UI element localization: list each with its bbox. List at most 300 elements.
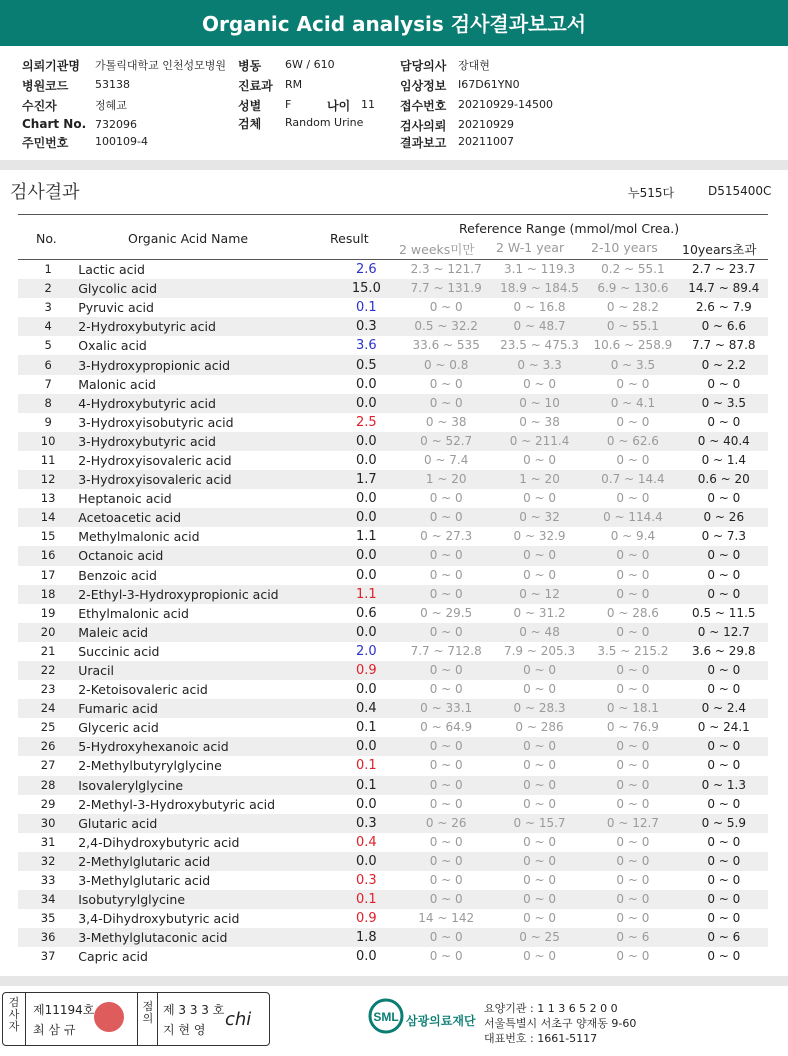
receipt-value: 20210929-14500 (458, 98, 553, 111)
row-no: 28 (18, 776, 78, 795)
row-range-2w-1y: 0 ~ 0 (493, 661, 586, 680)
row-range-under-2w: 0 ~ 27.3 (420, 529, 473, 544)
row-range-2-10y: 0 ~ 0 (586, 852, 679, 871)
row-range-over-10y: 0 ~ 0 (680, 546, 768, 565)
row-no: 23 (40, 682, 56, 697)
row-range-under-2w: 0 ~ 0 (400, 623, 493, 642)
row-range-over-10y: 0 ~ 0 (707, 491, 741, 506)
row-result: 0.6 (356, 605, 377, 621)
row-range-2-10y: 0 ~ 0 (616, 834, 650, 849)
row-result: 0.0 (333, 623, 399, 642)
table-row (18, 814, 768, 833)
row-no: 14 (18, 508, 78, 527)
row-name: Uracil (78, 661, 333, 680)
table-row (18, 661, 768, 680)
care-code: 요양기관 : 1 1 3 6 5 2 0 0 (484, 1002, 618, 1015)
row-no: 6 (18, 355, 78, 374)
table-row (18, 508, 768, 527)
row-result: 0.0 (333, 852, 399, 871)
row-range-under-2w: 0 ~ 0 (429, 567, 463, 582)
chart-label: Chart No. (22, 117, 87, 131)
row-range-2w-1y: 0 ~ 286 (515, 720, 564, 735)
row-range-2w-1y: 0 ~ 0 (523, 834, 557, 849)
report-title: Organic Acid analysis 검사결과보고서 (0, 0, 788, 46)
reviewer-label: 점의 (142, 1000, 154, 1025)
section-title: 검사결과 (10, 182, 80, 203)
row-no: 8 (18, 394, 78, 413)
table-row (18, 336, 768, 355)
table-row (18, 566, 768, 585)
row-no: 7 (44, 376, 52, 391)
row-range-over-10y: 0 ~ 24.1 (697, 720, 750, 735)
row-range-over-10y: 0 ~ 0 (707, 834, 741, 849)
row-result: 0.3 (333, 814, 399, 833)
row-range-2w-1y: 0 ~ 3.3 (493, 355, 586, 374)
row-range-2-10y: 0 ~ 76.9 (606, 720, 659, 735)
ward-label: 병동 (238, 59, 262, 73)
row-range-over-10y: 0.5 ~ 11.5 (692, 605, 756, 620)
row-range-over-10y: 0 ~ 0 (680, 890, 768, 909)
row-range-2w-1y: 0 ~ 0 (523, 911, 557, 926)
row-range-over-10y: 0 ~ 2.4 (680, 699, 768, 718)
row-range-under-2w: 0 ~ 0 (400, 852, 493, 871)
row-range-2w-1y: 0 ~ 16.8 (513, 300, 566, 315)
table-row (18, 776, 768, 795)
row-name: Maleic acid (78, 623, 333, 642)
row-range-2-10y: 0 ~ 0 (586, 737, 679, 756)
row-range-under-2w: 0 ~ 26 (400, 814, 493, 833)
row-range-2-10y: 0 ~ 0 (616, 873, 650, 888)
row-range-under-2w: 0 ~ 7.4 (423, 452, 469, 467)
table-row (18, 699, 768, 718)
age-value: 11 (361, 98, 375, 111)
row-no: 37 (40, 949, 56, 964)
row-range-under-2w: 0 ~ 38 (425, 414, 467, 429)
row-no: 3 (44, 300, 52, 315)
row-range-2w-1y: 0 ~ 48.7 (493, 317, 586, 336)
table-row (18, 642, 768, 661)
table-header (18, 214, 768, 260)
row-range-2-10y: 0 ~ 0 (616, 911, 650, 926)
table-row (18, 795, 768, 814)
row-range-2-10y: 0 ~ 6 (586, 928, 679, 947)
row-range-2w-1y: 0 ~ 12 (493, 585, 586, 604)
row-range-2-10y: 0 ~ 55.1 (586, 317, 679, 336)
row-range-2-10y: 0 ~ 12.7 (586, 814, 679, 833)
row-name: Glutaric acid (78, 814, 333, 833)
divider (0, 976, 788, 986)
request-value: 20210929 (458, 118, 514, 131)
row-range-under-2w: 0 ~ 0.8 (400, 355, 493, 374)
table-row (18, 852, 768, 871)
row-result: 1.8 (333, 928, 399, 947)
clinical-info-value: I67D61YN0 (458, 78, 520, 91)
row-range-2w-1y: 1 ~ 20 (493, 470, 586, 489)
row-range-under-2w: 0 ~ 0 (400, 890, 493, 909)
row-no: 36 (18, 928, 78, 947)
row-name: 3-Methylglutaric acid (78, 873, 211, 889)
row-result: 0.9 (356, 911, 377, 927)
row-name: 2-Methyl-3-Hydroxybutyric acid (78, 796, 276, 812)
row-range-under-2w: 0 ~ 0 (400, 508, 493, 527)
table-row (18, 871, 768, 890)
row-range-over-10y: 0 ~ 0 (680, 585, 768, 604)
row-range-under-2w: 7.7 ~ 712.8 (410, 643, 482, 658)
row-name: Heptanoic acid (78, 491, 172, 507)
row-name: 4-Hydroxybutyric acid (78, 394, 333, 413)
row-no: 18 (18, 585, 78, 604)
examiner-license: 제11194호 (33, 1003, 95, 1017)
table-row (18, 260, 768, 279)
table-row (18, 947, 768, 966)
row-name: 2-Ketoisovaleric acid (78, 682, 208, 698)
row-name: 3-Methylglutaconic acid (78, 928, 333, 947)
row-result: 2.5 (356, 414, 377, 430)
row-result: 0.0 (333, 508, 399, 527)
row-no: 2 (18, 279, 78, 298)
row-result: 0.0 (333, 432, 399, 451)
row-range-over-10y: 0 ~ 0 (707, 911, 741, 926)
row-range-2w-1y: 0 ~ 48 (493, 623, 586, 642)
row-range-2w-1y: 0 ~ 0 (493, 852, 586, 871)
row-no: 4 (18, 317, 78, 336)
row-range-2w-1y: 0 ~ 0 (523, 376, 557, 391)
address: 서울특별시 서초구 양재동 9-60 (484, 1017, 637, 1030)
dept-label: 진료과 (238, 79, 273, 93)
row-range-2w-1y: 3.1 ~ 119.3 (503, 262, 576, 277)
row-range-over-10y: 0 ~ 0 (707, 949, 741, 964)
row-result: 0.1 (356, 758, 377, 774)
org-name: 삼광의료재단 (406, 1014, 476, 1028)
row-name: Isovalerylglycine (78, 776, 333, 795)
doctor-value: 장대현 (458, 59, 490, 72)
table-row (18, 604, 768, 623)
row-no: 9 (44, 414, 52, 429)
row-result: 3.6 (356, 338, 377, 354)
signature: chi (225, 1009, 252, 1030)
row-no: 34 (18, 890, 78, 909)
table-row (18, 394, 768, 413)
row-range-over-10y: 0 ~ 6.6 (680, 317, 768, 336)
row-range-2-10y: 0 ~ 0 (616, 682, 650, 697)
header-ref-range: Reference Range (mmol/mol Crea.) (459, 221, 680, 236)
row-name: Ethylmalonic acid (78, 605, 189, 621)
row-name: Capric acid (78, 949, 148, 965)
row-range-under-2w: 0 ~ 0 (429, 758, 463, 773)
row-no: 31 (40, 834, 56, 849)
row-range-over-10y: 0 ~ 5.9 (680, 814, 768, 833)
row-no: 21 (40, 643, 56, 658)
hospital-code-value: 53138 (95, 78, 130, 91)
row-range-2w-1y: 0 ~ 0 (523, 452, 557, 467)
row-range-2-10y: 0 ~ 28.2 (606, 300, 659, 315)
row-no: 32 (18, 852, 78, 871)
row-name: 3,4-Dihydroxybutyric acid (78, 911, 240, 927)
row-range-2w-1y: 0 ~ 0 (523, 682, 557, 697)
row-range-2w-1y: 0 ~ 32.9 (513, 529, 566, 544)
row-range-2-10y: 0 ~ 0 (616, 796, 650, 811)
row-no: 25 (40, 720, 56, 735)
row-range-2w-1y: 0 ~ 15.7 (493, 814, 586, 833)
row-range-2-10y: 0 ~ 3.5 (586, 355, 679, 374)
row-result: 2.6 (356, 262, 377, 278)
id-value: 100109-4 (95, 135, 148, 148)
row-name: Lactic acid (78, 262, 145, 278)
row-range-under-2w: 0 ~ 0 (429, 796, 463, 811)
row-result: 0.0 (333, 737, 399, 756)
row-range-over-10y: 0 ~ 0 (680, 852, 768, 871)
table-row (18, 623, 768, 642)
row-no: 26 (18, 737, 78, 756)
row-range-2-10y: 0 ~ 0 (586, 776, 679, 795)
row-range-2w-1y: 7.9 ~ 205.3 (503, 643, 576, 658)
row-range-2-10y: 0 ~ 0 (586, 546, 679, 565)
row-result: 0.0 (356, 949, 377, 965)
row-range-over-10y: 0 ~ 7.3 (701, 529, 746, 544)
phone: 대표번호 : 1661-5117 (484, 1032, 598, 1045)
row-no: 35 (40, 911, 56, 926)
row-range-under-2w: 0 ~ 0 (400, 737, 493, 756)
row-no: 17 (40, 567, 56, 582)
row-no: 20 (18, 623, 78, 642)
ward-value: 6W / 610 (285, 58, 335, 71)
row-name: Benzoic acid (78, 567, 157, 583)
row-range-under-2w: 0 ~ 0 (400, 776, 493, 795)
row-no: 33 (40, 873, 56, 888)
row-result: 1.1 (356, 529, 377, 545)
row-result: 0.0 (333, 546, 399, 565)
table-row (18, 451, 768, 470)
row-no: 29 (40, 796, 56, 811)
table-row (18, 355, 768, 374)
row-range-2-10y: 0 ~ 0 (616, 758, 650, 773)
row-no: 16 (18, 546, 78, 565)
row-range-under-2w: 0 ~ 64.9 (420, 720, 473, 735)
row-range-2-10y: 0 ~ 0 (616, 567, 650, 582)
row-range-2-10y: 0 ~ 0 (616, 491, 650, 506)
row-name: 2,4-Dihydroxybutyric acid (78, 834, 240, 850)
row-range-2-10y: 0 ~ 0 (586, 890, 679, 909)
row-name: 2-Hydroxybutyric acid (78, 317, 333, 336)
row-result: 2.0 (356, 643, 377, 659)
row-no: 15 (40, 529, 56, 544)
row-range-2-10y: 0 ~ 62.6 (586, 432, 679, 451)
row-range-under-2w: 0 ~ 33.1 (400, 699, 493, 718)
row-range-2-10y: 0 ~ 9.4 (610, 529, 656, 544)
clinical-info-label: 임상정보 (400, 79, 447, 93)
row-range-2-10y: 10.6 ~ 258.9 (593, 338, 673, 353)
row-range-under-2w: 0 ~ 0 (429, 873, 463, 888)
row-range-2w-1y: 18.9 ~ 184.5 (493, 279, 586, 298)
row-range-over-10y: 0 ~ 0 (680, 737, 768, 756)
reviewer-license: 제 3 3 3 호 (163, 1003, 225, 1017)
request-label: 검사의뢰 (400, 119, 447, 133)
row-range-under-2w: 0 ~ 0 (400, 394, 493, 413)
row-result: 0.3 (333, 317, 399, 336)
row-range-under-2w: 7.7 ~ 131.9 (400, 279, 493, 298)
row-result: 0.0 (333, 394, 399, 413)
row-name: Pyruvic acid (78, 300, 154, 316)
row-range-2w-1y: 0 ~ 25 (493, 928, 586, 947)
row-range-under-2w: 0 ~ 0 (429, 300, 463, 315)
row-no: 12 (18, 470, 78, 489)
table-row (18, 298, 768, 317)
row-result: 0.5 (333, 355, 399, 374)
row-result: 0.1 (356, 720, 377, 736)
row-range-under-2w: 0 ~ 29.5 (420, 605, 473, 620)
row-range-over-10y: 0 ~ 0 (680, 661, 768, 680)
row-name: 2-Ethyl-3-Hydroxypropionic acid (78, 585, 333, 604)
examinee-value: 정혜교 (95, 99, 127, 112)
row-range-under-2w: 0 ~ 0 (429, 949, 463, 964)
row-range-2w-1y: 0 ~ 211.4 (493, 432, 586, 451)
table-row (18, 527, 768, 546)
age-label: 나이 (327, 99, 351, 113)
row-result: 0.9 (333, 661, 399, 680)
row-range-over-10y: 0 ~ 3.5 (680, 394, 768, 413)
row-range-2-10y: 0 ~ 18.1 (586, 699, 679, 718)
row-range-2w-1y: 0 ~ 0 (493, 546, 586, 565)
row-result: 1.7 (333, 470, 399, 489)
row-range-2-10y: 0.2 ~ 55.1 (601, 262, 665, 277)
row-range-2-10y: 0 ~ 0 (586, 585, 679, 604)
specimen-code: 누515다 (628, 186, 675, 200)
row-range-under-2w: 0 ~ 0 (429, 834, 463, 849)
results-table (18, 260, 768, 966)
row-range-over-10y: 7.7 ~ 87.8 (692, 338, 756, 353)
row-range-under-2w: 0.5 ~ 32.2 (400, 317, 493, 336)
row-range-under-2w: 14 ~ 142 (418, 911, 475, 926)
row-result: 0.4 (333, 699, 399, 718)
row-range-over-10y: 3.6 ~ 29.8 (692, 643, 756, 658)
row-name: Malonic acid (78, 376, 156, 392)
row-name: Acetoacetic acid (78, 508, 333, 527)
row-no: 1 (44, 262, 52, 277)
row-no: 11 (40, 452, 56, 467)
row-no: 30 (18, 814, 78, 833)
row-range-2-10y: 0 ~ 0 (616, 376, 650, 391)
row-range-2w-1y: 0 ~ 0 (493, 890, 586, 909)
header-age-3: 2-10 years (591, 240, 658, 255)
row-range-2w-1y: 0 ~ 32 (493, 508, 586, 527)
table-row (18, 585, 768, 604)
examiner-name: 최 삼 규 (33, 1023, 76, 1037)
institution-label: 의뢰기관명 (22, 59, 80, 73)
row-name: 2-Methylbutyrylglycine (78, 758, 222, 774)
row-range-under-2w: 2.3 ~ 121.7 (410, 262, 482, 277)
table-row (18, 489, 768, 508)
row-range-2-10y: 0 ~ 114.4 (586, 508, 679, 527)
row-range-2w-1y: 0 ~ 0 (493, 776, 586, 795)
row-range-over-10y: 0 ~ 1.4 (701, 452, 746, 467)
table-row (18, 890, 768, 909)
header-name: Organic Acid Name (128, 231, 249, 246)
row-range-2-10y: 0 ~ 0 (616, 452, 650, 467)
hospital-code-label: 병원코드 (22, 79, 69, 93)
table-row (18, 928, 768, 947)
row-range-2-10y: 6.9 ~ 130.6 (586, 279, 679, 298)
table-row (18, 833, 768, 852)
row-range-2-10y: 0 ~ 28.6 (606, 605, 659, 620)
row-range-2w-1y: 0 ~ 38 (519, 414, 560, 429)
table-row (18, 718, 768, 737)
table-row (18, 680, 768, 699)
row-range-under-2w: 0 ~ 0 (400, 546, 493, 565)
row-range-2w-1y: 0 ~ 0 (523, 567, 557, 582)
row-name: Oxalic acid (78, 338, 147, 354)
row-range-2w-1y: 23.5 ~ 475.3 (500, 338, 579, 353)
row-range-over-10y: 0 ~ 0 (707, 682, 741, 697)
row-range-over-10y: 0 ~ 0 (707, 873, 741, 888)
row-range-2-10y: 0 ~ 0 (586, 661, 679, 680)
row-no: 5 (44, 338, 52, 353)
row-result: 0.1 (333, 776, 399, 795)
row-name: 3-Hydroxyisobutyric acid (78, 414, 234, 430)
row-range-2w-1y: 0 ~ 0 (523, 873, 557, 888)
row-name: 3-Hydroxybutyric acid (78, 432, 333, 451)
row-range-over-10y: 0 ~ 0 (707, 376, 741, 391)
table-row (18, 737, 768, 756)
row-name: Glycolic acid (78, 279, 333, 298)
sml-logo-icon (368, 998, 404, 1034)
row-range-under-2w: 33.6 ~ 535 (412, 338, 480, 353)
row-result: 1.1 (333, 585, 399, 604)
header-age-2: 2 W-1 year (496, 240, 565, 255)
institution-value: 가톨릭대학교 인천성모병원 (95, 59, 227, 72)
examinee-label: 수진자 (22, 99, 57, 113)
row-range-over-10y: 0 ~ 26 (680, 508, 768, 527)
specimen-value: Random Urine (285, 116, 364, 129)
row-range-under-2w: 0 ~ 0 (429, 376, 463, 391)
report-date-label: 결과보고 (400, 136, 447, 150)
dept-value: RM (285, 78, 303, 91)
chart-value: 732096 (95, 118, 137, 131)
table-row (18, 413, 768, 432)
row-range-2w-1y: 0 ~ 0 (523, 796, 557, 811)
row-range-2-10y: 0 ~ 0 (616, 949, 650, 964)
row-range-2w-1y: 0 ~ 28.3 (493, 699, 586, 718)
row-result: 0.0 (356, 452, 377, 468)
row-range-2w-1y: 0 ~ 0 (523, 949, 557, 964)
row-no: 24 (18, 699, 78, 718)
signature-box (2, 992, 270, 1046)
row-range-2w-1y: 0 ~ 0 (523, 491, 557, 506)
row-result: 0.4 (356, 834, 377, 850)
id-label: 주민번호 (22, 136, 69, 150)
row-result: 0.0 (356, 491, 377, 507)
row-range-under-2w: 0 ~ 0 (429, 491, 463, 506)
row-range-under-2w: 0 ~ 0 (429, 682, 463, 697)
reviewer-name: 지 현 영 (163, 1023, 206, 1037)
receipt-label: 접수번호 (400, 99, 447, 113)
row-range-over-10y: 0 ~ 0 (707, 796, 741, 811)
row-name: 2-Methylglutaric acid (78, 852, 333, 871)
doctor-label: 담당의사 (400, 59, 447, 73)
header-age-1: 2 weeks미만 (399, 242, 475, 257)
header-age-4: 10years초과 (682, 242, 757, 257)
row-no: 10 (18, 432, 78, 451)
row-name: Succinic acid (78, 643, 160, 659)
row-range-under-2w: 0 ~ 52.7 (400, 432, 493, 451)
row-range-2-10y: 0.7 ~ 14.4 (586, 470, 679, 489)
row-range-2-10y: 0 ~ 4.1 (586, 394, 679, 413)
row-range-over-10y: 0 ~ 40.4 (680, 432, 768, 451)
row-range-over-10y: 0.6 ~ 20 (680, 470, 768, 489)
header-no: No. (36, 231, 57, 246)
header-result: Result (330, 231, 369, 246)
row-range-2w-1y: 0 ~ 0 (493, 737, 586, 756)
row-result: 15.0 (333, 279, 399, 298)
